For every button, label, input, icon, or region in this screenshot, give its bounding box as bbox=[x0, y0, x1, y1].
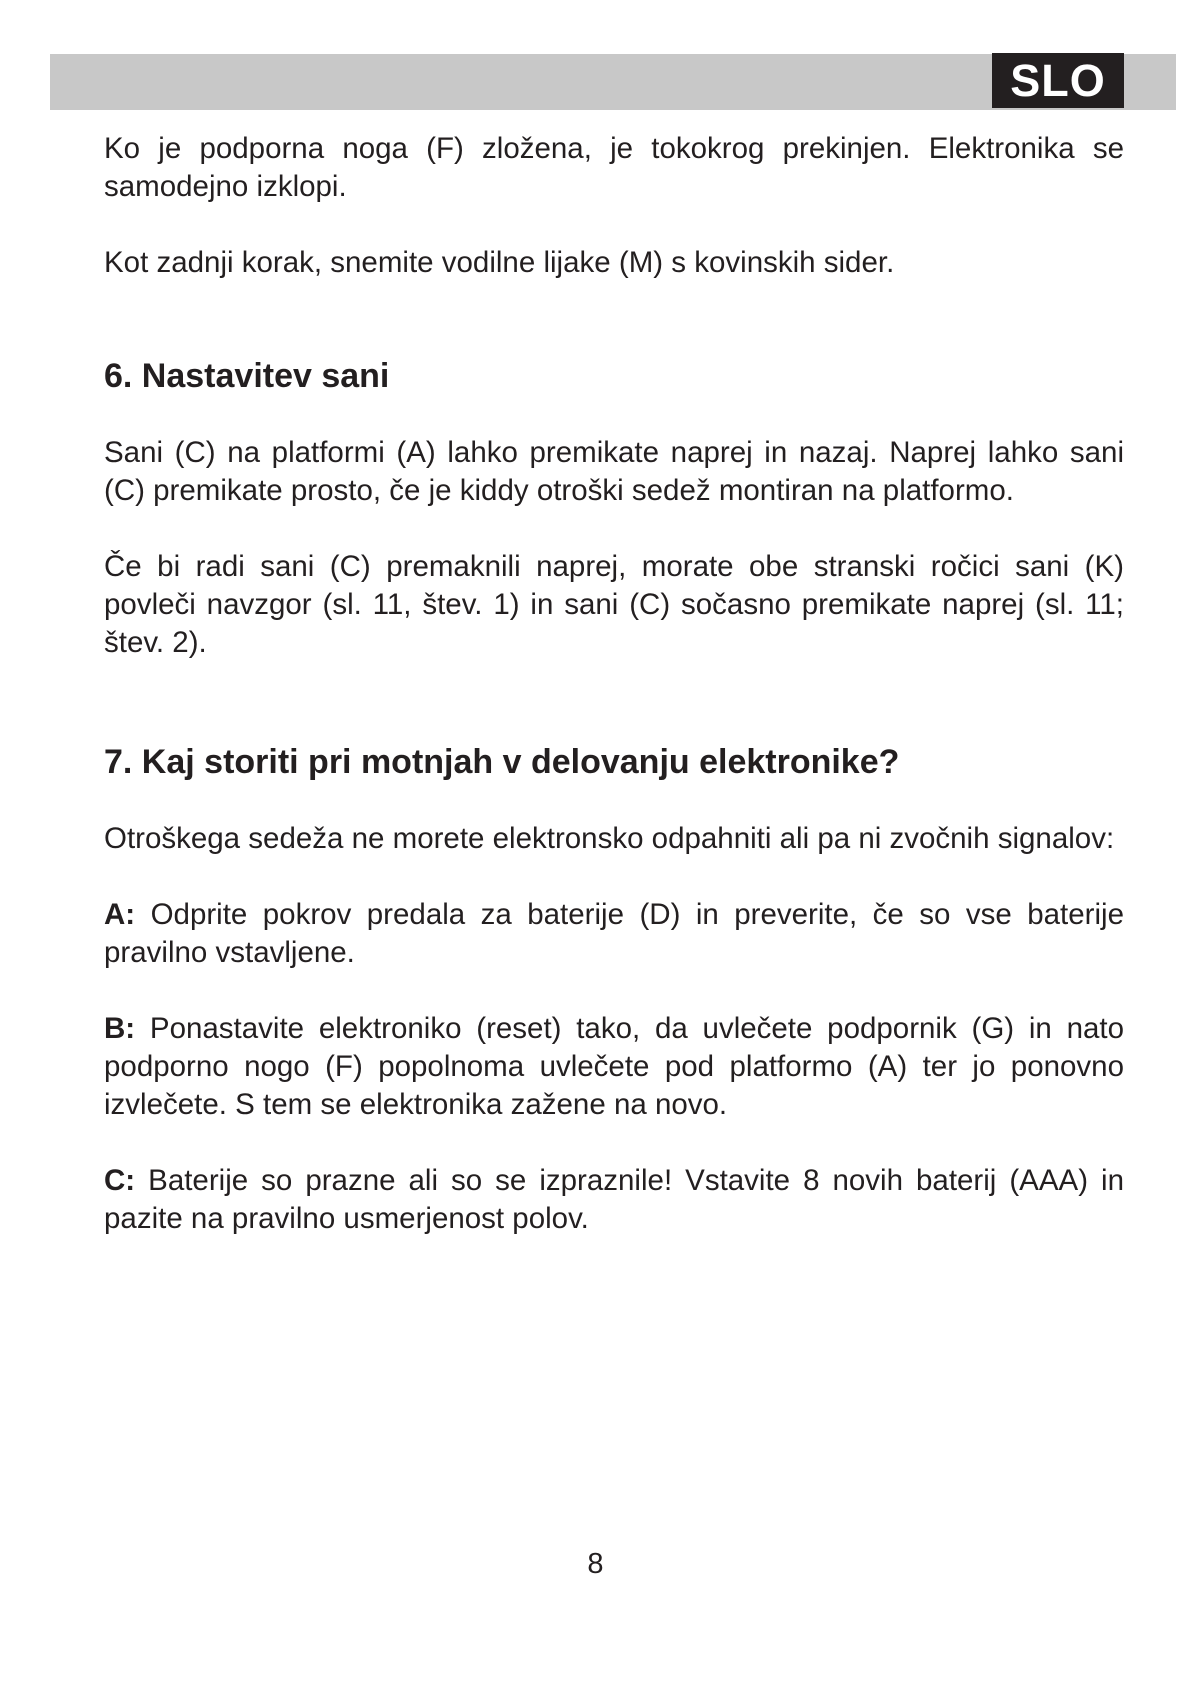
section-7-heading: 7. Kaj storiti pri motnjah v delovanju elektronike? bbox=[104, 743, 900, 781]
section-6-heading: 6. Nastavitev sani bbox=[104, 357, 390, 395]
section-6-paragraph-1: Sani (C) na platformi (A) lahko premikate naprej in nazaj. Naprej lahko sani (C) premikate prosto, če je kiddy otroški sedež montiran na platformo. bbox=[104, 436, 1124, 507]
troubleshoot-item-a bbox=[104, 896, 1124, 972]
section-7-intro: Otroškega sedeža ne morete elektronsko odpahniti ali pa ni zvočnih signalov: bbox=[104, 822, 1115, 855]
intro-paragraph-1: Ko je podporna noga (F) zložena, je tokokrog prekinjen. Elektronika se samodejno izklopi. bbox=[104, 132, 1124, 203]
item-b-label: B: bbox=[104, 1012, 136, 1045]
item-b-text: Ponastavite elektroniko (reset) tako, da uvlečete podpornik (G) in nato podporno nogo (F) popolnoma uvlečete pod platformo (A) ter jo ponovno izvlečete. S tem se elektronika zažene na novo. bbox=[104, 1012, 1124, 1121]
troubleshoot-item-c bbox=[104, 1162, 1124, 1238]
item-c-label: C: bbox=[104, 1164, 136, 1197]
item-a-label: A: bbox=[104, 898, 136, 931]
language-badge: SLO bbox=[992, 53, 1124, 108]
intro-paragraph-2: Kot zadnji korak, snemite vodilne lijake (M) s kovinskih sider. bbox=[104, 246, 895, 279]
section-6-paragraph-2: Če bi radi sani (C) premaknili naprej, morate obe stranski ročici sani (K) povleči navzgor (sl. 11, štev. 1) in sani (C) sočasno premikate naprej (sl. 11; štev. 2). bbox=[104, 550, 1124, 659]
page-number: 8 bbox=[587, 1548, 604, 1580]
troubleshoot-item-b bbox=[104, 1010, 1124, 1124]
page-content bbox=[104, 130, 1124, 1238]
item-a-text: Odprite pokrov predala za baterije (D) in preverite, če so vse baterije pravilno vstavljene. bbox=[104, 898, 1124, 969]
item-c-text: Baterije so prazne ali so se izpraznile! Vstavite 8 novih baterij (AAA) in pazite na pravilno usmerjenost polov. bbox=[104, 1164, 1124, 1235]
